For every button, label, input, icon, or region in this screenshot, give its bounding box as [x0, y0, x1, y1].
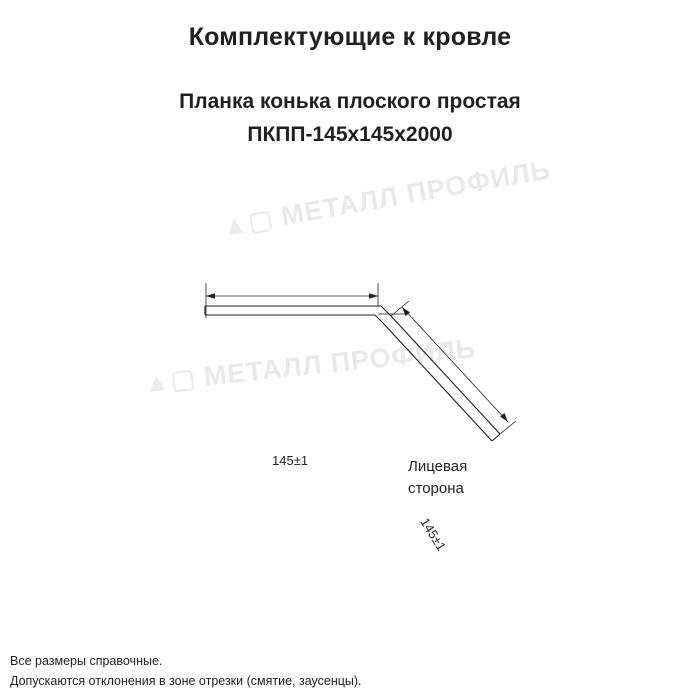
profile-slant-end	[492, 434, 500, 441]
watermark-label: МЕТАЛЛ ПРОФИЛЬ	[278, 154, 554, 232]
face-side-label-line1: Лицевая	[408, 458, 468, 475]
dimension-slant-label: 145±1	[417, 515, 450, 554]
profile-slant-left-edge	[383, 323, 492, 441]
footer-note-1: Все размеры справочные.	[10, 653, 163, 668]
watermark-logo-icon: ▲▢	[142, 362, 198, 398]
watermark-logo-icon: ▲▢	[219, 203, 277, 242]
product-name: Планка конька плоского простая	[179, 90, 521, 113]
dimension-top-label: 145±1	[272, 453, 309, 468]
dim-slant-ext-bottom	[500, 421, 516, 434]
watermark-label: МЕТАЛЛ ПРОФИЛЬ	[202, 333, 478, 392]
product-title	[0, 86, 700, 151]
face-side-label	[408, 456, 467, 500]
product-code: ПКПП-145x145x2000	[247, 122, 453, 146]
title-block	[0, 22, 700, 151]
dim-slant-line	[402, 307, 508, 422]
technical-drawing	[0, 170, 700, 554]
footer-notes	[10, 651, 690, 692]
profile-bend-lower	[375, 315, 383, 323]
profile-slant-right-edge	[391, 316, 500, 434]
drawing-svg	[0, 170, 700, 500]
page-title: Комплектующие к кровле	[188, 23, 512, 51]
face-side-label-line2: сторона	[408, 479, 464, 497]
profile-bend-upper	[381, 306, 391, 316]
footer-note-2: Допускаются отклонения в зоне отрезки (смятие, заусенцы).	[10, 674, 362, 689]
